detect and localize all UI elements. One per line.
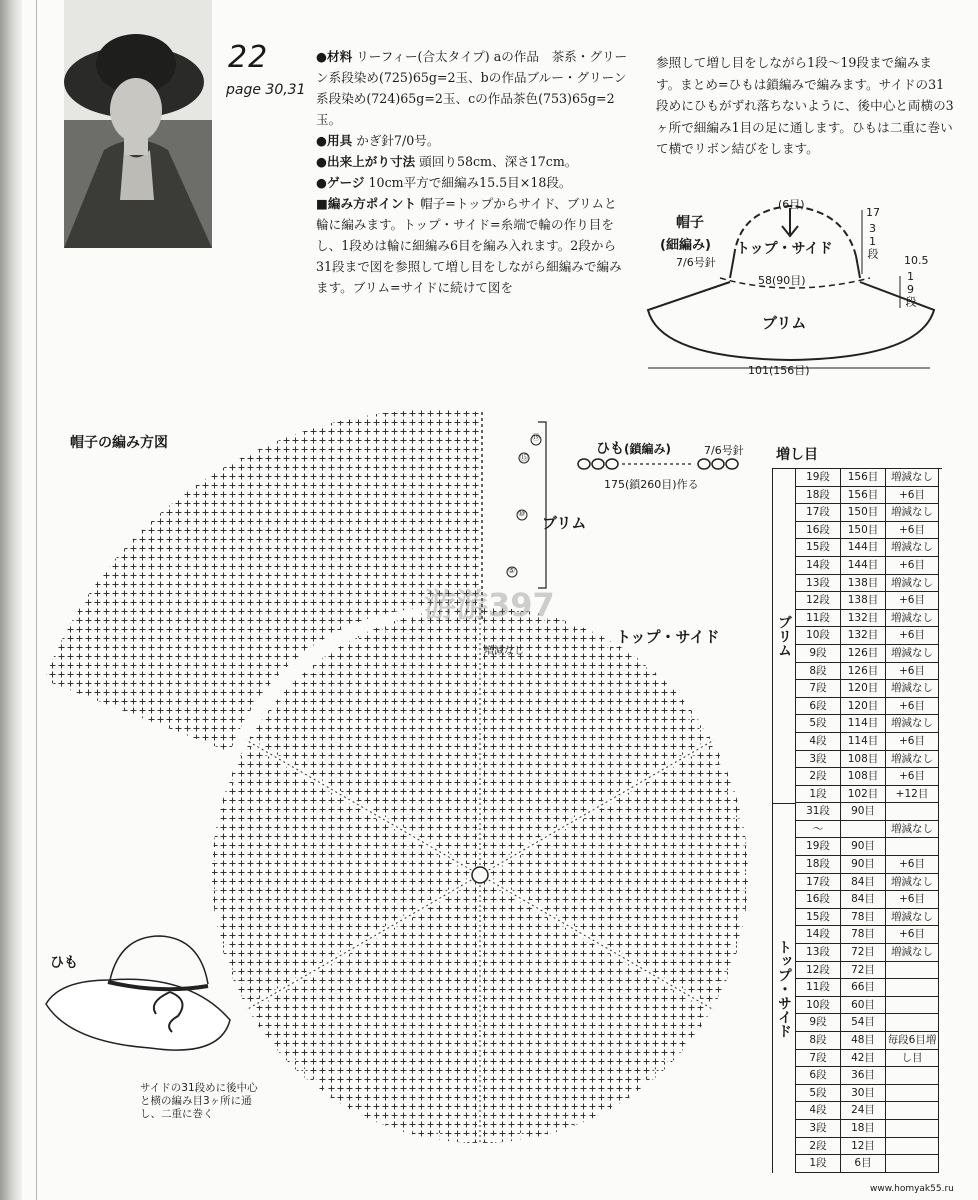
- row-label: 6段: [796, 698, 841, 716]
- table-row: [796, 751, 939, 769]
- row-label: 18段: [796, 487, 841, 505]
- row-label: 12段: [796, 592, 841, 610]
- schematic-side-rows: 31段: [866, 222, 879, 259]
- stitch-count: 108目: [841, 768, 886, 786]
- row-label: 2段: [796, 768, 841, 786]
- row-mark-10: ⑩: [518, 509, 526, 518]
- change-note: [886, 803, 939, 821]
- change-note: +6目: [886, 891, 939, 909]
- table-row: [796, 715, 939, 733]
- row-label: 8段: [796, 663, 841, 681]
- table-row: [796, 680, 939, 698]
- row-label: 4段: [796, 1102, 841, 1120]
- row-mark-19: ⑲: [532, 433, 540, 442]
- stitch-count: 60目: [841, 997, 886, 1015]
- spec-size: ●出来上がり寸法 頭回り58cm、深さ17cm。: [316, 154, 578, 169]
- table-brim-label: ブリム: [776, 615, 792, 657]
- model-photo: [64, 0, 212, 248]
- stitch-count: 54目: [841, 1014, 886, 1032]
- row-label: 3段: [796, 1120, 841, 1138]
- table-row: [796, 1155, 939, 1173]
- table-row: [796, 979, 939, 997]
- change-note: +6目: [886, 663, 939, 681]
- stitch-count: 6目: [841, 1155, 886, 1173]
- stitch-count: 132目: [841, 610, 886, 628]
- row-label: 10段: [796, 997, 841, 1015]
- row-label: 1段: [796, 786, 841, 804]
- row-label: 9段: [796, 1014, 841, 1032]
- table-row: [796, 1120, 939, 1138]
- row-label: 16段: [796, 891, 841, 909]
- schematic-top-label: トップ・サイド: [736, 241, 833, 257]
- change-note: 増減なし: [886, 680, 939, 698]
- stitch-count: 90目: [841, 856, 886, 874]
- table-row: [796, 487, 939, 505]
- change-note: 増減なし: [886, 751, 939, 769]
- row-label: 9段: [796, 645, 841, 663]
- stitch-count: 36目: [841, 1067, 886, 1085]
- table-row: [796, 698, 939, 716]
- row-label: 19段: [796, 469, 841, 487]
- row-label: 5段: [796, 1085, 841, 1103]
- row-label: 4段: [796, 733, 841, 751]
- stitch-count: 138目: [841, 575, 886, 593]
- schematic-bottom-dim: 101(156目): [748, 364, 810, 377]
- schematic-brim-label: ブリム: [762, 314, 807, 332]
- stitch-count: [841, 821, 886, 839]
- change-note: 毎段6目増し目: [886, 1032, 939, 1050]
- change-note: 増減なし: [886, 610, 939, 628]
- row-label: 17段: [796, 874, 841, 892]
- table-row: [796, 733, 939, 751]
- row-label: 〜: [796, 821, 841, 839]
- table-row: [796, 627, 939, 645]
- change-note: [886, 997, 939, 1015]
- page-binding-edge: [0, 0, 22, 1200]
- row-label: 18段: [796, 856, 841, 874]
- row-label: 13段: [796, 575, 841, 593]
- row-label: 2段: [796, 1138, 841, 1156]
- change-note: 増減なし: [886, 539, 939, 557]
- stitch-count: 102目: [841, 786, 886, 804]
- table-top-label: トップ・サイド: [776, 939, 792, 1038]
- table-row: [796, 997, 939, 1015]
- table-row: [796, 1085, 939, 1103]
- stitch-count: 108目: [841, 751, 886, 769]
- stitch-count: 12目: [841, 1138, 886, 1156]
- stitch-count: 144目: [841, 557, 886, 575]
- row-label: 7段: [796, 680, 841, 698]
- row-label: 31段: [796, 803, 841, 821]
- stitch-count: 18目: [841, 1120, 886, 1138]
- schematic-title: 帽子: [676, 215, 704, 231]
- row-label: 11段: [796, 610, 841, 628]
- table-row: [796, 1014, 939, 1032]
- cord-hook: 7/6号針: [704, 444, 744, 457]
- spec-materials: ●材料 リーフィー(合太タイプ) aの作品 茶系・グリーン系段染め(725)65g=2玉、bの作品ブルー・グリーン系段染め(724)65g=2玉、cの作品茶色(753)65g=2玉。: [316, 49, 628, 127]
- spec-tools: ●用具 かぎ針7/0号。: [316, 133, 440, 148]
- change-note: [886, 962, 939, 980]
- table-row: [796, 768, 939, 786]
- table-row: [796, 1050, 939, 1068]
- table-row: [796, 803, 939, 821]
- change-note: 増減なし: [886, 909, 939, 927]
- increase-table: [772, 444, 942, 1173]
- hat-sketch-label: ひも: [50, 955, 78, 971]
- schematic-brim-rows: 19段: [904, 270, 917, 307]
- table-row: [796, 838, 939, 856]
- schematic-side-height: 17: [866, 206, 880, 219]
- stitch-count: 72目: [841, 962, 886, 980]
- change-note: +6目: [886, 926, 939, 944]
- hat-sketch: [40, 930, 240, 1070]
- change-note: +6目: [886, 698, 939, 716]
- row-label: 13段: [796, 944, 841, 962]
- schematic-brim-height: 10.5: [904, 254, 929, 267]
- spec-block: [316, 46, 628, 298]
- table-row: [796, 504, 939, 522]
- change-note: +6目: [886, 592, 939, 610]
- stitch-count: 84目: [841, 874, 886, 892]
- stitch-count: 126目: [841, 645, 886, 663]
- row-label: 19段: [796, 838, 841, 856]
- stitch-count: 66目: [841, 979, 886, 997]
- project-number: 22: [228, 40, 269, 75]
- row-mark-5: ⑤: [508, 566, 516, 575]
- change-note: [886, 1067, 939, 1085]
- change-note: +6目: [886, 733, 939, 751]
- diagram-no-change: 増減なし: [484, 646, 524, 657]
- stitch-count: 90目: [841, 803, 886, 821]
- stitch-count: 72目: [841, 944, 886, 962]
- row-label: 15段: [796, 909, 841, 927]
- row-label: 10段: [796, 627, 841, 645]
- change-note: +6目: [886, 522, 939, 540]
- spec-points: ■編み方ポイント 帽子=トップからサイド、ブリムと輪に編みます。トップ・サイド=糸端で輪の作り目をし、1段めは輪に細編み6目を編み入れます。2段から31段まで図を参照して増し目をしながら細編みで編みます。ブリム=サイドに続けて図を: [316, 196, 622, 295]
- change-note: +6目: [886, 627, 939, 645]
- row-label: 1段: [796, 1155, 841, 1173]
- table-row: [796, 610, 939, 628]
- schematic-subtitle: (細編み): [660, 238, 711, 253]
- stitch-count: 24目: [841, 1102, 886, 1120]
- change-note: 増減なし: [886, 874, 939, 892]
- row-label: 16段: [796, 522, 841, 540]
- table-row: [796, 944, 939, 962]
- stitch-count: 78目: [841, 909, 886, 927]
- stitch-count: 30目: [841, 1085, 886, 1103]
- stitch-count: 42目: [841, 1050, 886, 1068]
- spec-gauge: ●ゲージ 10cm平方で細編み15.5目×18段。: [316, 175, 572, 190]
- cord-title: ひも(鎖編み): [596, 441, 671, 457]
- change-note: 増減なし: [886, 504, 939, 522]
- stitch-count: 84目: [841, 891, 886, 909]
- table-row: [796, 557, 939, 575]
- site-footer: www.homyak55.ru: [870, 1184, 954, 1194]
- change-note: [886, 1138, 939, 1156]
- change-note: [886, 1155, 939, 1173]
- table-row: [796, 1067, 939, 1085]
- stitch-count: 114目: [841, 733, 886, 751]
- stitch-count: 120目: [841, 698, 886, 716]
- change-note: 増減なし: [886, 645, 939, 663]
- diagram-title: 帽子の編み方図: [70, 435, 168, 451]
- row-mark-15: ⑮: [520, 453, 528, 462]
- stitch-count: 126目: [841, 663, 886, 681]
- stitch-count: 150目: [841, 504, 886, 522]
- change-note: [886, 1014, 939, 1032]
- hat-sketch-caption: サイドの31段めに後中心と横の編み目3ヶ所に通し、二重に巻く: [140, 1082, 258, 1120]
- table-row: [796, 1102, 939, 1120]
- stitch-count: 78目: [841, 926, 886, 944]
- table-row: [796, 663, 939, 681]
- table-row: [796, 522, 939, 540]
- increase-table-body: [796, 469, 939, 1173]
- table-row: [796, 786, 939, 804]
- change-note: +12目: [886, 786, 939, 804]
- stitch-count: 150目: [841, 522, 886, 540]
- stitch-count: 90目: [841, 838, 886, 856]
- row-label: 3段: [796, 751, 841, 769]
- diagram-top-label: トップ・サイド: [616, 628, 720, 646]
- increase-table-title: 増し目: [776, 447, 818, 463]
- diagram-brim-label: ブリム: [542, 514, 587, 532]
- change-note: [886, 1085, 939, 1103]
- table-row: [796, 1138, 939, 1156]
- stitch-count: 156目: [841, 469, 886, 487]
- table-row: [796, 539, 939, 557]
- row-label: 11段: [796, 979, 841, 997]
- change-note: +6目: [886, 768, 939, 786]
- row-label: 6段: [796, 1067, 841, 1085]
- schematic-hook: 7/6号針: [676, 256, 716, 269]
- row-label: 14段: [796, 557, 841, 575]
- stitch-count: 120目: [841, 680, 886, 698]
- change-note: +6目: [886, 487, 939, 505]
- stitch-count: 48目: [841, 1032, 886, 1050]
- stitch-count: 144目: [841, 539, 886, 557]
- table-row: [796, 645, 939, 663]
- row-label: 15段: [796, 539, 841, 557]
- change-note: 増減なし: [886, 575, 939, 593]
- table-row: [796, 592, 939, 610]
- change-note: [886, 979, 939, 997]
- change-note: 増減なし: [886, 469, 939, 487]
- table-row: [796, 874, 939, 892]
- change-note: +6目: [886, 557, 939, 575]
- change-note: +6目: [886, 856, 939, 874]
- row-label: 17段: [796, 504, 841, 522]
- table-row: [796, 575, 939, 593]
- change-note: [886, 1050, 939, 1068]
- change-note: 増減なし: [886, 821, 939, 839]
- watermark: 游游397: [424, 586, 555, 624]
- row-label: 5段: [796, 715, 841, 733]
- page-reference: page 30,31: [226, 82, 306, 98]
- stitch-count: 138目: [841, 592, 886, 610]
- row-label: 8段: [796, 1032, 841, 1050]
- table-row: [796, 891, 939, 909]
- change-note: [886, 838, 939, 856]
- instruction-continued: 参照して増し目をしながら1段〜19段まで編みます。まとめ=ひもは鎖編みで編みます。サイドの31段めにひもがずれ落ちないように、後中心と両横の3ヶ所で細編み1目の足に通します。ひもは二重に巻いて横でリボン結びをします。: [656, 55, 954, 156]
- stitch-count: 132目: [841, 627, 886, 645]
- change-note: 増減なし: [886, 715, 939, 733]
- table-row: [796, 909, 939, 927]
- schematic-top-count: (6目): [778, 198, 805, 211]
- table-row: [796, 856, 939, 874]
- change-note: 増減なし: [886, 944, 939, 962]
- schematic-side-dim: 58(90目): [758, 274, 806, 287]
- row-label: 7段: [796, 1050, 841, 1068]
- row-label: 14段: [796, 926, 841, 944]
- cord-length: 175(鎖260目)作る: [604, 478, 699, 491]
- table-row: [796, 469, 939, 487]
- change-note: [886, 1120, 939, 1138]
- stitch-count: 114目: [841, 715, 886, 733]
- row-label: 12段: [796, 962, 841, 980]
- table-row: [796, 821, 939, 839]
- stitch-count: 156目: [841, 487, 886, 505]
- table-row: [796, 926, 939, 944]
- change-note: [886, 1102, 939, 1120]
- table-row: [796, 962, 939, 980]
